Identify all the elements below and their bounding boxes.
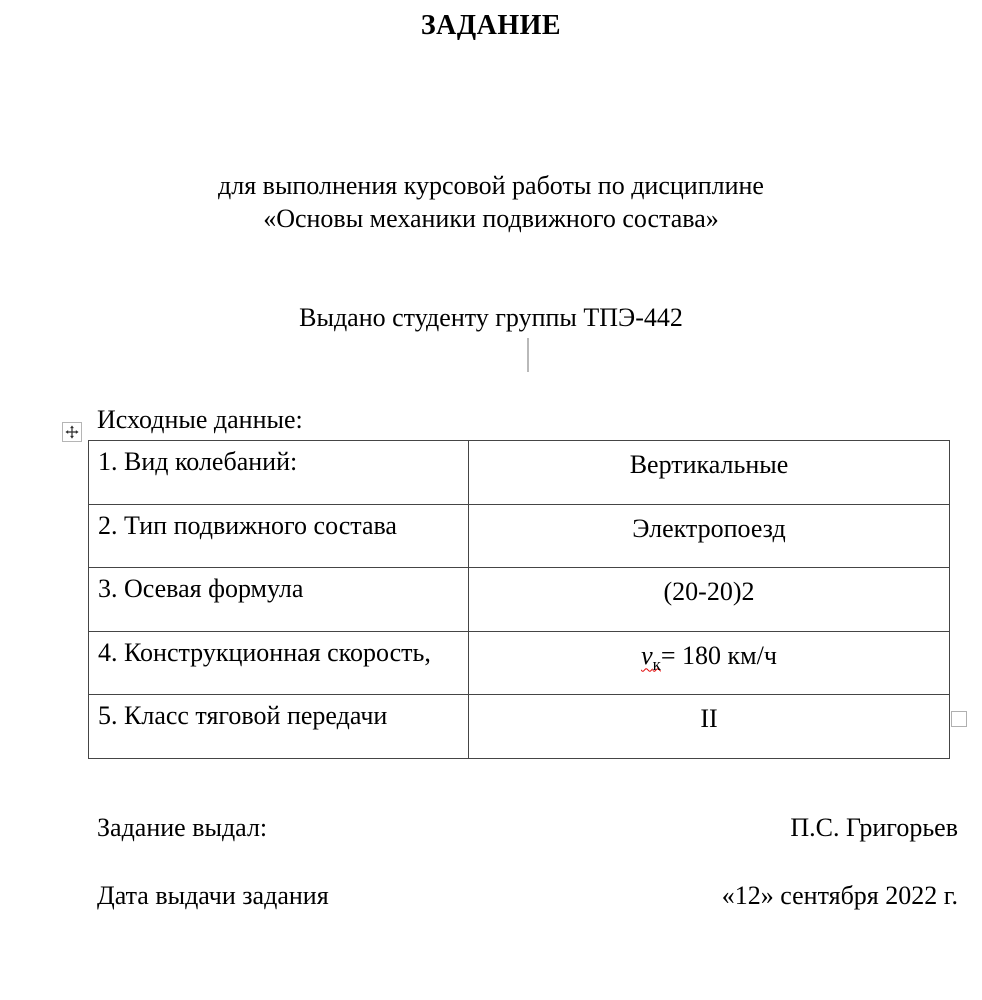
row-value[interactable]: Электропоезд: [469, 504, 950, 568]
document-subtitle: [0, 169, 982, 235]
issued-by-label: Задание выдал:: [97, 813, 268, 842]
table-row: [89, 568, 950, 632]
issue-date-row: [97, 881, 958, 911]
row-label[interactable]: 3. Осевая формула: [89, 568, 469, 632]
subtitle-line-1: для выполнения курсовой работы по дисциплине: [218, 171, 764, 200]
row-label[interactable]: 4. Конструкционная скорость,: [89, 631, 469, 695]
issued-by-row: [97, 813, 958, 843]
speed-value-text: = 180 км/ч: [660, 640, 777, 670]
initial-data-table: [88, 440, 950, 759]
issued-to-line: Выдано студенту группы ТПЭ-442: [299, 303, 683, 332]
speed-variable: [641, 640, 661, 674]
table-caption: Исходные данные:: [97, 405, 303, 434]
table-row: [89, 504, 950, 568]
speed-variable-letter: v: [641, 640, 653, 670]
row-value[interactable]: Вертикальные: [469, 441, 950, 505]
row-label[interactable]: 1. Вид колебаний:: [89, 441, 469, 505]
date-label: Дата выдачи задания: [97, 881, 329, 910]
table-row: [89, 695, 950, 759]
row-label[interactable]: 2. Тип подвижного состава: [89, 504, 469, 568]
page-title: ЗАДАНИЕ: [420, 10, 562, 41]
move-cross-icon: [65, 425, 79, 439]
row-value[interactable]: (20-20)2: [469, 568, 950, 632]
table-row: [89, 441, 950, 505]
text-cursor: [527, 338, 529, 372]
speed-variable-subscript: к: [652, 654, 661, 674]
row-value[interactable]: [469, 631, 950, 695]
date-value: «12» сентября 2022 г.: [721, 881, 958, 910]
subtitle-line-2: «Основы механики подвижного состава»: [263, 204, 719, 233]
issued-by-name: П.С. Григорьев: [790, 813, 958, 842]
row-label[interactable]: 5. Класс тяговой передачи: [89, 695, 469, 759]
table-move-handle[interactable]: [62, 422, 82, 442]
table-row: [89, 631, 950, 695]
row-value[interactable]: II: [469, 695, 950, 759]
table-resize-handle[interactable]: [951, 711, 967, 727]
